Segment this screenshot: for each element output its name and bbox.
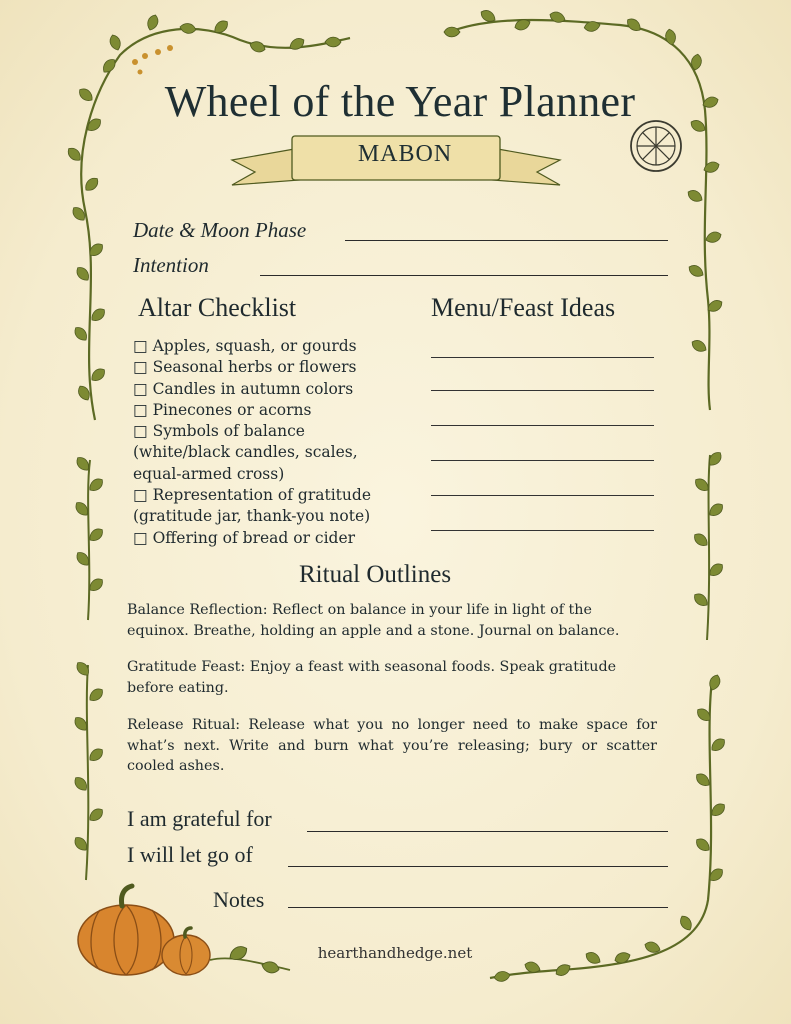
vine-bottom-left — [72, 660, 105, 880]
menu-line[interactable] — [431, 390, 654, 391]
intention-label: Intention — [133, 253, 209, 277]
ritual-gratitude: Gratitude Feast: Enjoy a feast with seasonal foods. Speak gratitude before eating. — [127, 659, 617, 696]
let-go-label: I will let go of — [127, 842, 253, 867]
checklist-item[interactable]: □ Apples, squash, or gourds — [133, 337, 357, 355]
checklist-item[interactable]: □ Offering of bread or cider — [133, 528, 356, 547]
altar-checklist — [133, 336, 393, 549]
wheel-of-the-year-icon — [631, 121, 681, 171]
checklist-item[interactable]: □ Pinecones or acorns — [133, 400, 312, 419]
website-link[interactable]: hearthandhedge.net — [317, 944, 473, 962]
date-moon-label: Date & Moon Phase — [133, 218, 307, 242]
checklist-item[interactable]: □ Candles in autumn colors — [133, 379, 354, 398]
checklist-item[interactable]: □ Seasonal herbs or flowers — [133, 358, 357, 377]
checklist-item-detail: equal-armed cross) — [133, 464, 285, 483]
grateful-line[interactable] — [307, 831, 668, 832]
menu-line[interactable] — [431, 495, 654, 496]
vine-top-right — [444, 8, 724, 410]
notes-line[interactable] — [288, 907, 668, 908]
menu-feast-heading: Menu/Feast Ideas — [431, 293, 616, 322]
checklist-item[interactable]: □ Symbols of balance — [133, 422, 305, 441]
checklist-item-detail: (white/black candles, scales, — [133, 443, 358, 462]
page-title: Wheel of the Year Planner — [164, 77, 636, 126]
menu-line[interactable] — [431, 460, 654, 461]
notes-label: Notes — [213, 887, 265, 912]
ritual-balance: Balance Reflection: Reflect on balance in your life in light of the equinox. Breathe, holding an apple and a stone. Journal on balance. — [127, 602, 620, 639]
ritual-release: Release Ritual: Release what you no longer need to make space for what’s next. Write and burn what you’re releasing; bury or scatter cooled ashes. — [127, 717, 657, 774]
vine-mid-right — [692, 450, 726, 640]
menu-line[interactable] — [431, 357, 654, 358]
sabbat-name: MABON — [357, 141, 453, 167]
date-moon-line[interactable] — [345, 240, 668, 241]
menu-line[interactable] — [431, 530, 654, 531]
vine-mid-left — [73, 455, 105, 620]
grateful-label: I am grateful for — [127, 806, 272, 831]
checklist-item[interactable]: □ Representation of gratitude — [133, 486, 371, 505]
let-go-line[interactable] — [288, 866, 668, 867]
menu-line[interactable] — [431, 425, 654, 426]
ritual-outlines-heading: Ritual Outlines — [299, 561, 452, 588]
checklist-item-detail: (gratitude jar, thank-you note) — [133, 507, 371, 526]
altar-checklist-heading: Altar Checklist — [138, 293, 297, 322]
intention-line[interactable] — [260, 275, 668, 276]
